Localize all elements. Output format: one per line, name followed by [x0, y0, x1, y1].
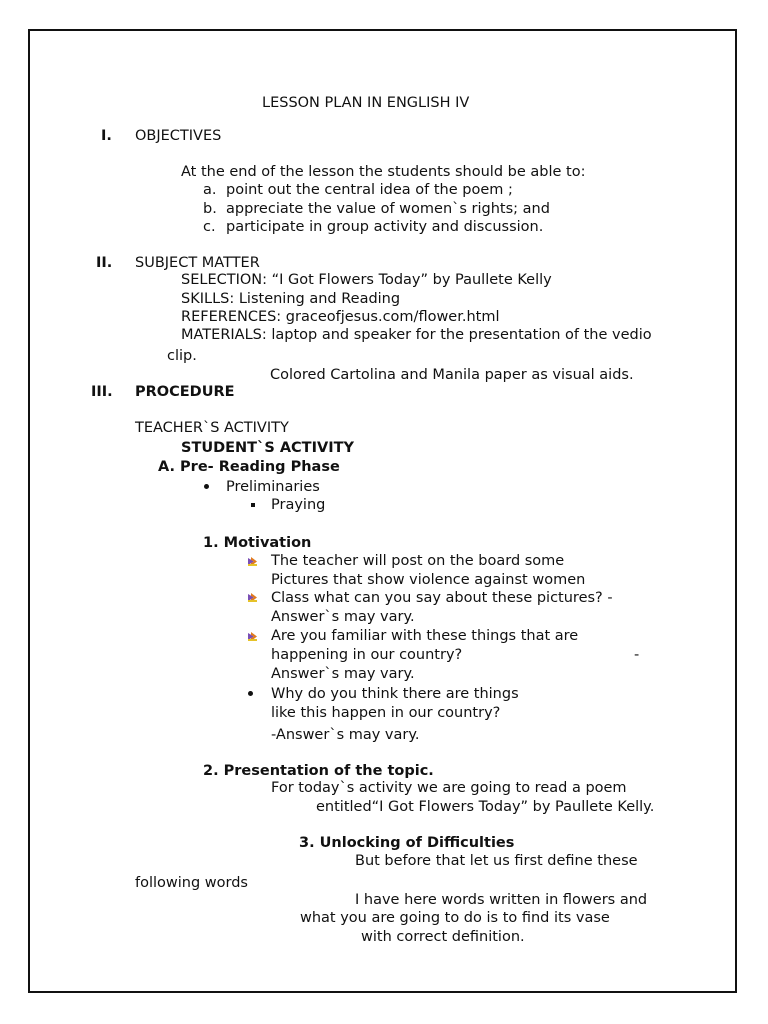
teacher-activity-heading: TEACHER`S ACTIVITY	[135, 420, 289, 436]
bullet-dot-icon	[248, 691, 253, 696]
subject-selection: SELECTION: “I Got Flowers Today” by Paullete Kelly	[181, 272, 552, 288]
subject-references: REFERENCES: graceofjesus.com/flower.html	[181, 309, 500, 325]
unlocking-line: I have here words written in flowers and	[355, 892, 648, 908]
objective-marker: c.	[203, 219, 216, 235]
unlocking-line: with correct definition.	[361, 929, 525, 945]
unlocking-line: what you are going to do is to find its vase	[300, 910, 610, 926]
objective-item: point out the central idea of the poem ;	[226, 182, 513, 198]
motivation-line: Answer`s may vary.	[271, 666, 415, 682]
motivation-line: -Answer`s may vary.	[271, 727, 420, 743]
objectives-intro: At the end of the lesson the students should be able to:	[181, 164, 586, 180]
phase-a-heading: A. Pre- Reading Phase	[158, 459, 340, 475]
objective-marker: a.	[203, 182, 217, 198]
objective-item: appreciate the value of women`s rights; and	[226, 201, 550, 217]
objective-item: participate in group activity and discussion.	[226, 219, 544, 235]
section-heading-subject-matter: SUBJECT MATTER	[135, 255, 260, 271]
motivation-heading: 1. Motivation	[203, 535, 312, 551]
motivation-line: Are you familiar with these things that are	[271, 628, 579, 644]
arrow-bullet-icon	[248, 593, 257, 602]
section-heading-procedure: PROCEDURE	[135, 384, 235, 400]
bullet-square-icon	[251, 503, 255, 507]
unlocking-heading: 3. Unlocking of Difficulties	[299, 835, 515, 851]
section-number-3: III.	[91, 384, 113, 400]
motivation-line: Answer`s may vary.	[271, 609, 415, 625]
subject-materials-cont: clip.	[167, 348, 197, 364]
subject-materials: MATERIALS: laptop and speaker for the presentation of the vedio	[181, 327, 652, 343]
section-number-2: II.	[96, 255, 113, 271]
motivation-line: Class what can you say about these pictures? -	[271, 590, 613, 606]
arrow-bullet-icon	[248, 557, 257, 566]
arrow-bullet-icon	[248, 632, 257, 641]
motivation-line: Pictures that show violence against women	[271, 572, 586, 588]
section-heading-objectives: OBJECTIVES	[135, 128, 222, 144]
subject-materials-visual-aids: Colored Cartolina and Manila paper as visual aids.	[270, 367, 634, 383]
student-activity-heading: STUDENT`S ACTIVITY	[181, 440, 354, 456]
bullet-dot-icon	[204, 484, 209, 489]
section-number-1: I.	[101, 128, 112, 144]
document-title: LESSON PLAN IN ENGLISH IV	[262, 95, 470, 111]
praying-item: Praying	[271, 497, 326, 513]
motivation-line: like this happen in our country?	[271, 705, 501, 721]
objective-marker: b.	[203, 201, 217, 217]
motivation-dash: -	[634, 647, 640, 663]
unlocking-line: But before that let us first define these	[355, 853, 638, 869]
subject-skills: SKILLS: Listening and Reading	[181, 291, 401, 307]
unlocking-line: following words	[135, 875, 248, 891]
presentation-line: entitled“I Got Flowers Today” by Paullete Kelly.	[316, 799, 655, 815]
motivation-line: Why do you think there are things	[271, 686, 519, 702]
presentation-heading: 2. Presentation of the topic.	[203, 763, 434, 779]
motivation-line: The teacher will post on the board some	[271, 553, 565, 569]
preliminaries-item: Preliminaries	[226, 479, 320, 495]
motivation-line: happening in our country?	[271, 647, 463, 663]
presentation-line: For today`s activity we are going to read a poem	[271, 780, 627, 796]
